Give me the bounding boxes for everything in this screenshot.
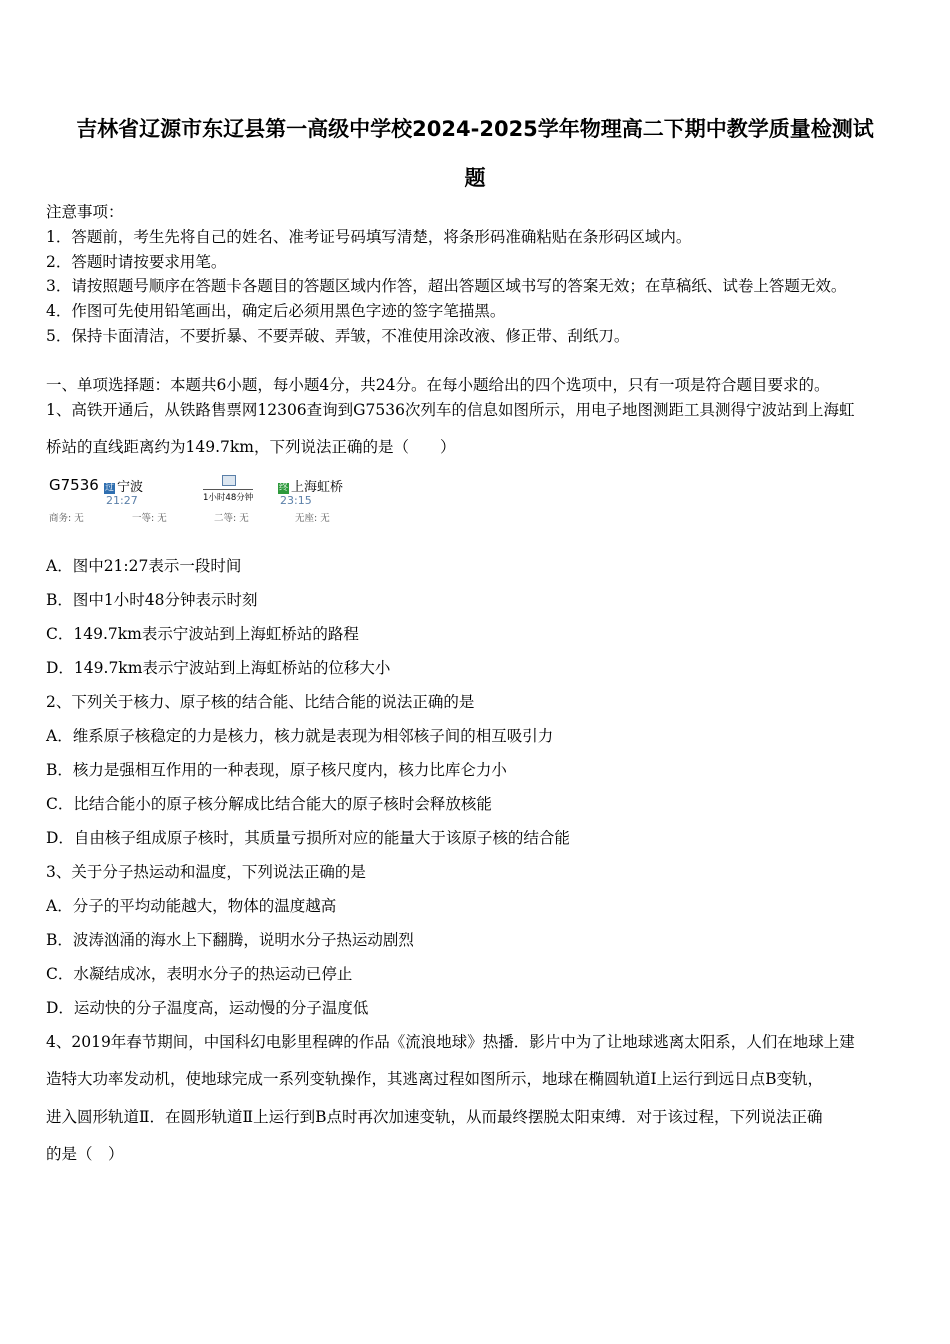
- to-station: 上海虹桥: [291, 480, 344, 495]
- option: B．图中1小时48分钟表示时刻: [46, 591, 258, 609]
- seat-business: 商务: 无: [49, 513, 84, 524]
- question-4-stem-cont: 进入圆形轨道Ⅱ．在圆形轨道Ⅱ上运行到B点时再次加速变轨，从而最终摆脱太阳束缚．对于该过程，下列说法正确: [46, 1108, 823, 1126]
- question-1-stem-cont: 桥站的直线距离约为149.7km，下列说法正确的是（ ）: [46, 438, 456, 456]
- train-number: G7536: [49, 476, 99, 494]
- notes-heading: 注意事项：: [46, 203, 124, 221]
- question-4-stem: 4、2019年春节期间，中国科幻电影里程碑的作品《流浪地球》热播．影片中为了让地球逃离太阳系，人们在地球上建: [46, 1033, 855, 1051]
- terminal-badge-icon: 终: [278, 483, 288, 493]
- duration: 1小时48分钟: [203, 489, 253, 503]
- seat-second: 二等: 无: [214, 513, 249, 524]
- option: D．自由核子组成原子核时，其质量亏损所对应的能量大于该原子核的结合能: [46, 829, 570, 847]
- arrive-time: 23:15: [280, 494, 312, 507]
- depart-time: 21:27: [106, 494, 138, 507]
- note-item: 2．答题时请按要求用笔。: [46, 253, 227, 271]
- question-4-stem-cont: 的是（ ）: [46, 1145, 124, 1163]
- option: A．维系原子核稳定的力是核力，核力就是表现为相邻核子间的相互吸引力: [46, 727, 554, 745]
- note-item: 3．请按照题号顺序在答题卡各题目的答题区域内作答，超出答题区域书写的答案无效；在草稿纸、试卷上答题无效。: [46, 277, 847, 295]
- option: C．149.7km表示宁波站到上海虹桥站的路程: [46, 625, 359, 643]
- question-2-stem: 2、下列关于核力、原子核的结合能、比结合能的说法正确的是: [46, 693, 475, 711]
- page-title-cont: 题: [464, 166, 486, 190]
- option: D．149.7km表示宁波站到上海虹桥站的位移大小: [46, 659, 391, 677]
- pass-badge-icon: 过: [104, 483, 114, 493]
- option: A．分子的平均动能越大，物体的温度越高: [46, 897, 337, 915]
- seat-standing: 无座: 无: [295, 513, 330, 524]
- train-info-image: [46, 472, 346, 524]
- seat-first: 一等: 无: [132, 513, 167, 524]
- note-item: 1．答题前，考生先将自己的姓名、准考证号码填写清楚，将条形码准确粘贴在条形码区域内。: [46, 228, 692, 246]
- from-station: 宁波: [117, 480, 144, 495]
- option: B．波涛汹涌的海水上下翻腾，说明水分子热运动剧烈: [46, 931, 414, 949]
- question-1-stem: 1、高铁开通后，从铁路售票网12306查询到G7536次列车的信息如图所示，用电子地图测距工具测得宁波站到上海虹: [46, 401, 855, 419]
- option: C．比结合能小的原子核分解成比结合能大的原子核时会释放核能: [46, 795, 492, 813]
- option: D．运动快的分子温度高，运动慢的分子温度低: [46, 999, 369, 1017]
- departure-station: [104, 476, 143, 495]
- timetable-icon: [222, 475, 236, 486]
- arrival-station: [278, 476, 343, 495]
- note-item: 5．保持卡面清洁，不要折暴、不要弄破、弄皱，不准使用涂改液、修正带、刮纸刀。: [46, 327, 630, 345]
- option: C．水凝结成冰，表明水分子的热运动已停止: [46, 965, 353, 983]
- question-3-stem: 3、关于分子热运动和温度，下列说法正确的是: [46, 863, 366, 881]
- option: A．图中21:27表示一段时间: [46, 557, 242, 575]
- section-heading: 一、单项选择题：本题共6小题，每小题4分，共24分。在每小题给出的四个选项中，只有一项是符合题目要求的。: [46, 376, 830, 394]
- option: B．核力是强相互作用的一种表现，原子核尺度内，核力比库仑力小: [46, 761, 507, 779]
- note-item: 4．作图可先使用铅笔画出，确定后必须用黑色字迹的签字笔描黑。: [46, 302, 506, 320]
- page-title: 吉林省辽源市东辽县第一高级中学校2024-2025学年物理高二下期中教学质量检测试: [76, 117, 874, 141]
- question-4-stem-cont: 造特大功率发动机，使地球完成一系列变轨操作，其逃离过程如图所示，地球在椭圆轨道I上运行到远日点B变轨，: [46, 1070, 824, 1088]
